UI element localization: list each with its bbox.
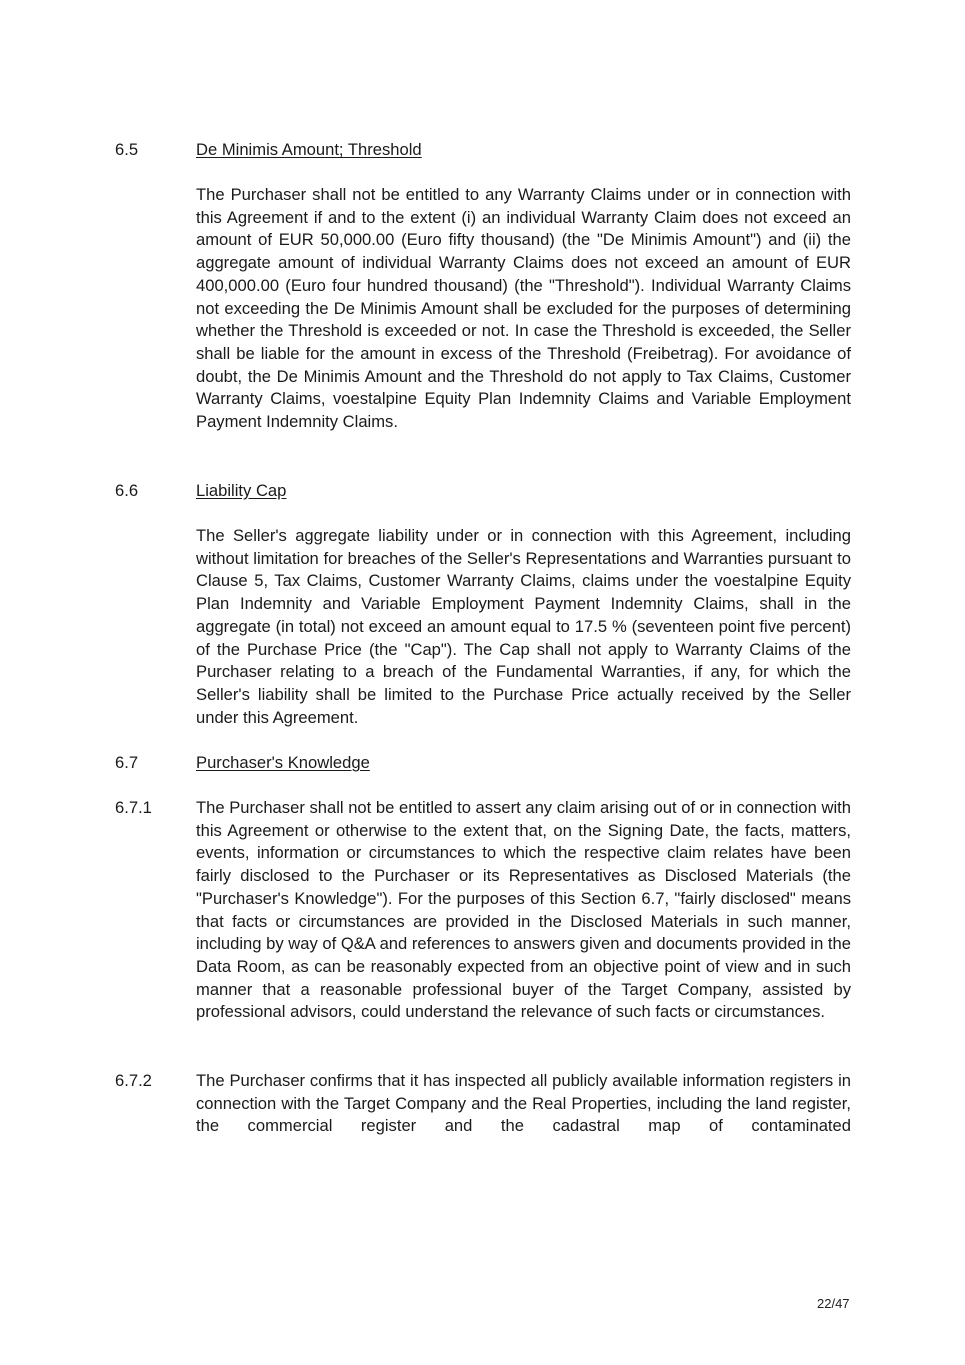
section-number: 6.7 [115, 753, 139, 772]
subsection-6-7-2 [115, 1070, 851, 1138]
section-title: Purchaser's Knowledge [196, 753, 370, 772]
section-heading-6-5 [115, 139, 851, 162]
paragraph-text: The Purchaser confirms that it has inspected all publicly available information registers in connection with the Target Company and the Real Properties, including the land register, the commercial register and the cadastral map of contaminated [196, 1071, 851, 1136]
paragraph-text: The Purchaser shall not be entitled to assert any claim arising out of or in connection with this Agreement or otherwise to the extent that, on the Signing Date, the facts, matters, events, information or circumstances to which the respective claim relates have been fairly disclosed to the Purchaser or its Representatives as Disclosed Materials (the "Purchaser's Knowledge"). For the purposes of this Section 6.7, "fairly disclosed" means that facts or circumstances are provided in the Disclosed Materials in such manner, including by way of Q&A and references to answers given and documents provided in the Data Room, as can be reasonably expected from an objective point of view and in such manner that a reasonable professional buyer of the Target Company, assisted by professional advisors, could understand the relevance of such facts or circumstances. [196, 798, 851, 1022]
paragraph-text: The Seller's aggregate liability under or in connection with this Agreement, including without limitation for breaches of the Seller's Representations and Warranties pursuant to Clause 5, Tax Claims, Customer Warranty Claims, claims under the voestalpine Equity Plan Indemnity and Variable Employment Payment Indemnity Claims, shall in the aggregate (in total) not exceed an amount equal to 17.5 % (seventeen point five percent) of the Purchase Price (the "Cap"). The Cap shall not apply to Warranty Claims of the Purchaser relating to a breach of the Fundamental Warranties, if any, for which the Seller's liability shall be limited to the Purchase Price actually received by the Seller under this Agreement. [196, 526, 851, 727]
subsection-number: 6.7.2 [115, 1071, 152, 1090]
section-title: Liability Cap [196, 481, 287, 500]
section-number: 6.5 [115, 140, 139, 159]
section-title: De Minimis Amount; Threshold [196, 140, 422, 159]
paragraph-text: The Purchaser shall not be entitled to any Warranty Claims under or in connection with this Agreement if and to the extent (i) an individual Warranty Claim does not exceed an amount of EUR 50,000.00 (Euro fifty thousand) (the "De Minimis Amount") and (ii) the aggregate amount of individual Warranty Claims does not exceed an amount of EUR 400,000.00 (Euro four hundred thousand) (the "Threshold"). Individual Warranty Claims not exceeding the De Minimis Amount shall be excluded for the purposes of determining whether the Threshold is exceeded or not. In case the Threshold is exceeded, the Seller shall be liable for the amount in excess of the Threshold (Freibetrag). For avoidance of doubt, the De Minimis Amount and the Threshold do not apply to Tax Claims, Customer Warranty Claims, voestalpine Equity Plan Indemnity Claims and Variable Employment Payment Indemnity Claims. [196, 185, 851, 432]
subsection-number: 6.7.1 [115, 798, 152, 817]
section-paragraph-6-5 [115, 184, 851, 434]
page-number: 22/47 [817, 1296, 850, 1311]
section-paragraph-6-6 [115, 525, 851, 729]
section-number: 6.6 [115, 481, 139, 500]
section-heading-6-6 [115, 480, 851, 503]
section-heading-6-7 [115, 752, 851, 775]
subsection-6-7-1 [115, 797, 851, 1024]
